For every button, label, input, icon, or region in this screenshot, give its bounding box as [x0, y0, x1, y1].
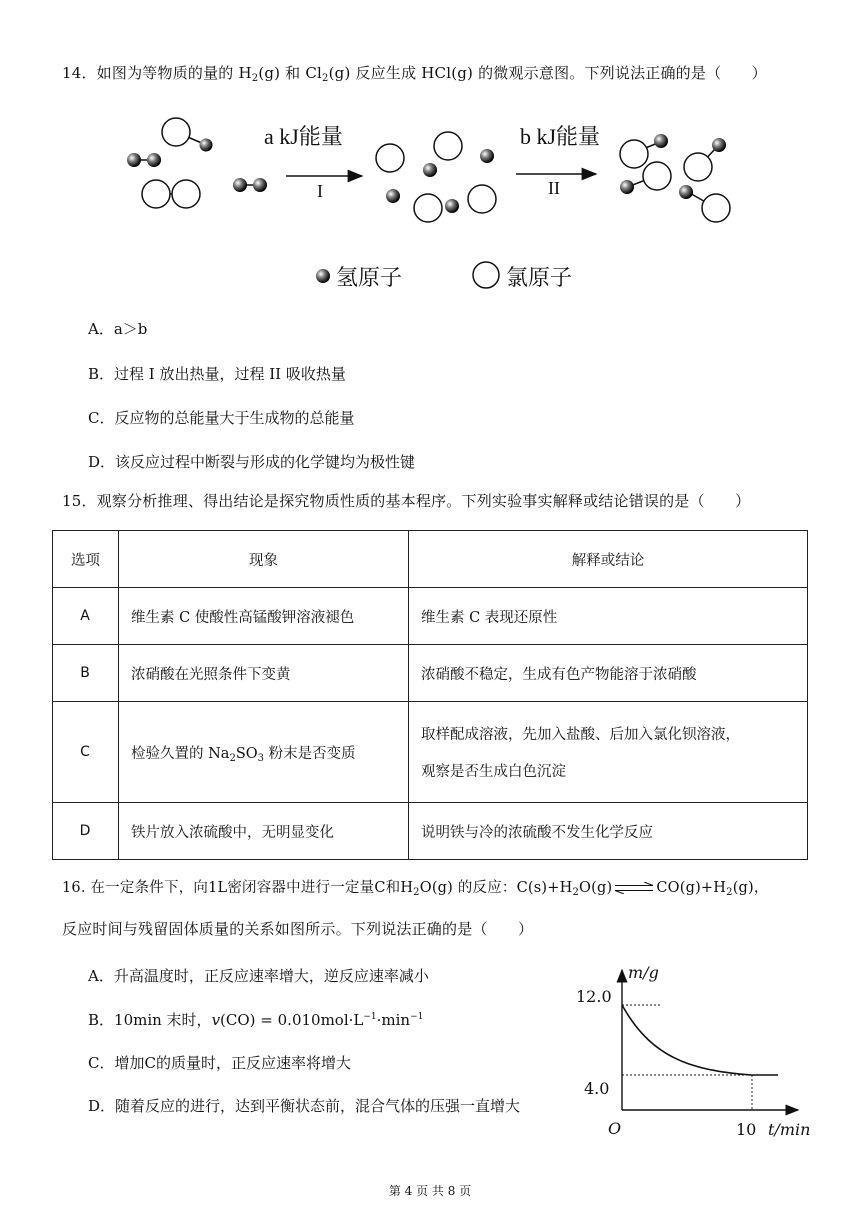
q15-stem: 15．观察分析推理、得出结论是探究物质性质的基本程序。下列实验事实解释或结论错误的是（ ） — [62, 492, 751, 510]
y-axis-label: m/g — [628, 963, 659, 982]
atom-group — [376, 132, 496, 222]
diagram-legend — [316, 262, 572, 291]
q16-option-a: A．升高温度时，正反应速率增大，逆反应速率减小 — [88, 967, 429, 985]
x-axis-label: t/min — [768, 1120, 810, 1139]
equilibrium-arrow-icon — [614, 882, 654, 894]
product-molecules — [620, 134, 730, 222]
q16-stem-line2: 反应时间与残留固体质量的关系如图所示。下列说法正确的是（ ） — [62, 920, 534, 938]
row-conclusion: 取样配成溶液，先加入盐酸、后加入氯化钡溶液， 观察是否生成白色沉淀 — [409, 702, 808, 803]
x-tick-10: 10 — [736, 1120, 757, 1139]
table-row — [53, 588, 808, 645]
mass-time-chart — [570, 948, 810, 1148]
energy-a-label: a kJ能量 — [264, 124, 343, 149]
row-phenomenon: 浓硝酸在光照条件下变黄 — [119, 645, 409, 702]
process-2-label: II — [548, 178, 560, 198]
row-label: A — [53, 588, 119, 645]
table-row — [53, 645, 808, 702]
header-conclusion: 解释或结论 — [409, 531, 808, 588]
hcl-micro-diagram — [110, 110, 770, 310]
row-conclusion: 维生素 C 表现还原性 — [409, 588, 808, 645]
q14-option-d: D．该反应过程中断裂与形成的化学键均为极性键 — [88, 453, 416, 471]
q14-stem: 14．如图为等物质的量的 $H_2(g)$ 和 $Cl_2(g)$ 反应生成 HCl(g) 的微观示意图。下列说法正确的是（ ） — [62, 64, 767, 84]
page-footer: 第 4 页 共 8 页 — [388, 1184, 472, 1198]
process-1-label: I — [317, 181, 323, 201]
q16-option-d: D．随着反应的进行，达到平衡状态前，混合气体的压强一直增大 — [88, 1097, 521, 1115]
q14-option-b: B．过程 I 放出热量，过程 II 吸收热量 — [88, 365, 346, 383]
row-label: B — [53, 645, 119, 702]
table-row — [53, 702, 808, 803]
row-phenomenon: 检验久置的 $Na_2SO_3$ 粉末是否变质 — [119, 702, 409, 803]
row-conclusion: 说明铁与冷的浓硫酸不发生化学反应 — [409, 803, 808, 860]
y-tick-4: 4.0 — [584, 1079, 610, 1098]
y-tick-12: 12.0 — [576, 987, 612, 1006]
header-phenomenon: 现象 — [119, 531, 409, 588]
legend-chlorine-label: 氯原子 — [506, 266, 573, 291]
origin-label: O — [608, 1119, 622, 1138]
table-row — [53, 803, 808, 860]
table-header-row — [53, 531, 808, 588]
energy-b-label: b kJ能量 — [520, 124, 601, 149]
q16-stem-line1: 16. 在一定条件下，向1L密闭容器中进行一定量C和$H_2O(g)$ 的反应：$C(s)+H_2O(g)$ $CO(g)+H_2(g)$， — [62, 880, 769, 898]
row-phenomenon: 铁片放入浓硫酸中，无明显变化 — [119, 803, 409, 860]
q15-table — [52, 530, 808, 860]
mass-decay-line — [622, 1005, 778, 1075]
row-label: C — [53, 702, 119, 803]
legend-hydrogen-label: 氢原子 — [336, 266, 403, 291]
row-conclusion: 浓硝酸不稳定，生成有色产物能溶于浓硝酸 — [409, 645, 808, 702]
hydrogen-atom-icon — [316, 269, 330, 283]
q14-option-c: C．反应物的总能量大于生成物的总能量 — [88, 409, 355, 427]
reactant-molecules — [127, 118, 267, 208]
q14-option-a: A．a＞b — [88, 320, 148, 338]
row-label: D — [53, 803, 119, 860]
q16-option-b: B．10min 末时，$v(CO) = 0.010mol\cdot L^{-1}\cdot\min^{-1}$ — [88, 1011, 424, 1029]
row-phenomenon: 维生素 C 使酸性高锰酸钾溶液褪色 — [119, 588, 409, 645]
chlorine-atom-icon — [473, 262, 499, 288]
header-option: 选项 — [53, 531, 119, 588]
q16-option-c: C．增加C的质量时，正反应速率将增大 — [88, 1054, 351, 1072]
